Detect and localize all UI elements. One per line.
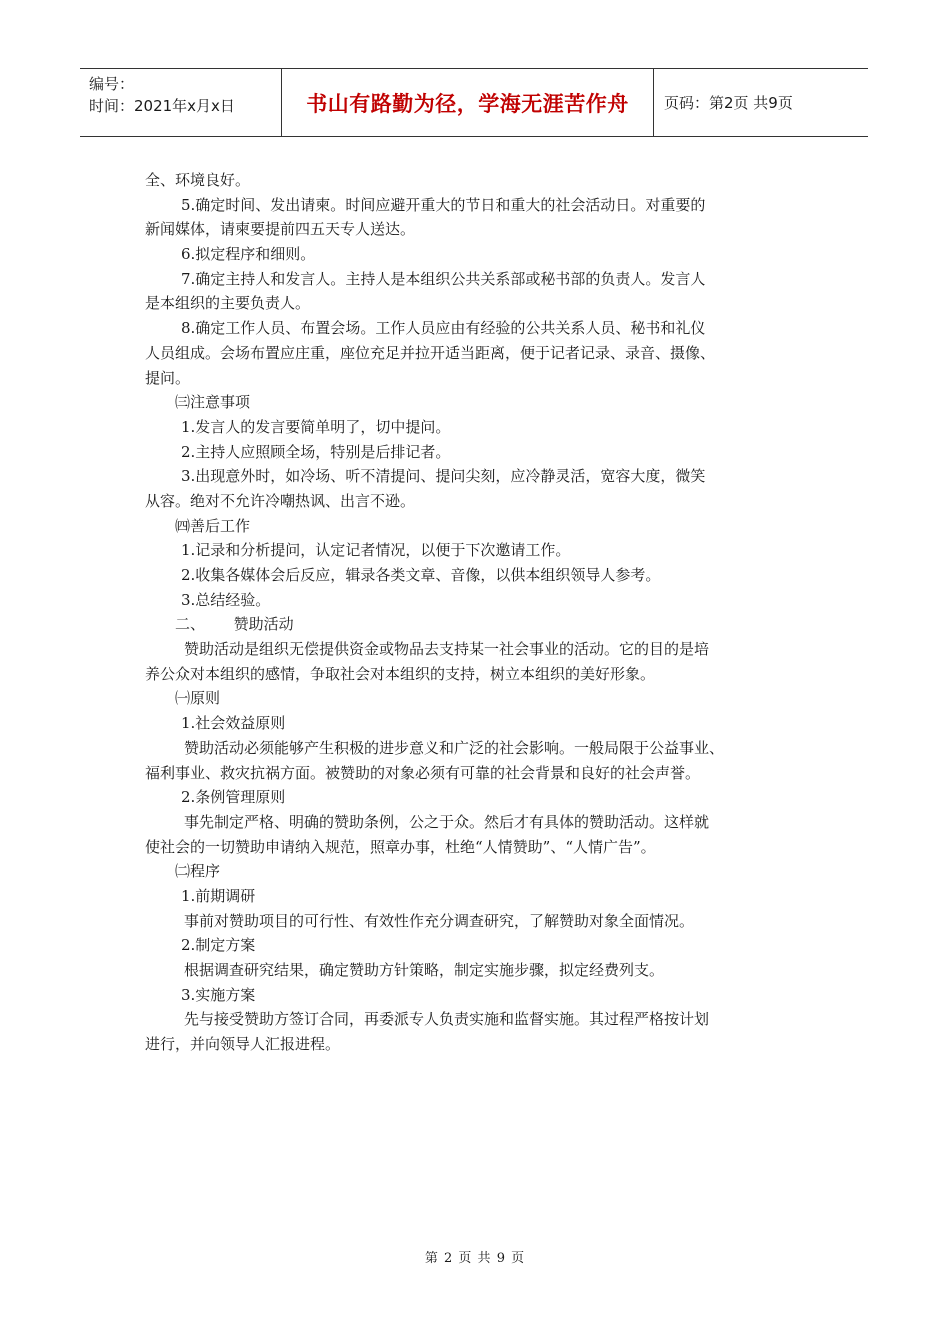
body-line: 2.收集各媒体会后反应，辑录各类文章、音像，以供本组织领导人参考。 — [181, 566, 661, 584]
section-heading: ㈣善后工作 — [175, 516, 251, 535]
body-line: 1.记录和分析提问，认定记者情况，以便于下次邀请工作。 — [181, 541, 571, 560]
body-line: 事先制定严格、明确的赞助条例，公之于众。然后才有具体的赞助活动。这样就 — [184, 812, 710, 831]
body-line: 进行，并向领导人汇报进程。 — [145, 1035, 341, 1054]
body-line: 是本组织的主要负责人。 — [145, 294, 311, 313]
body-line: 从容。绝对不允许冷嘲热讽、出言不逊。 — [145, 491, 416, 510]
section-heading: ㈠原则 — [175, 689, 221, 708]
footer-page-number: 第 2 页 共 9 页 — [424, 1251, 526, 1266]
body-line: 2.条例管理原则 — [181, 788, 286, 807]
document-body — [145, 168, 785, 1057]
body-line: 6.拟定程序和细则。 — [181, 245, 316, 264]
page-header — [80, 68, 868, 137]
body-line: 事前对赞助项目的可行性、有效性作充分调查研究，了解赞助对象全面情况。 — [184, 911, 695, 930]
chapter-heading: 二、 赞助活动 — [175, 615, 294, 634]
body-line: 2.主持人应照顾全场，特别是后排记者。 — [181, 442, 451, 461]
body-line: 7.确定主持人和发言人。主持人是本组织公共关系部或秘书部的负责人。发言人 — [181, 269, 706, 288]
page-footer — [0, 1247, 950, 1266]
body-line: 赞助活动必须能够产生积极的进步意义和广泛的社会影响。一般局限于公益事业、 — [184, 738, 725, 757]
header-page-cell — [654, 69, 868, 136]
body-line: 根据调查研究结果，确定赞助方针策略，制定实施步骤，拟定经费列支。 — [184, 961, 665, 979]
body-line: 新闻媒体，请柬要提前四五天专人送达。 — [145, 220, 416, 239]
header-motto-cell — [282, 69, 654, 136]
body-line: 8.确定工作人员、布置会场。工作人员应由有经验的公共关系人员、秘书和礼仪 — [181, 319, 706, 338]
header-motto: 书山有路勤为径，学海无涯苦作舟 — [306, 91, 629, 116]
body-line: 1.社会效益原则 — [181, 714, 286, 733]
body-line: 5.确定时间、发出请柬。时间应避开重大的节日和重大的社会活动日。对重要的 — [181, 195, 706, 214]
body-line: 人员组成。会场布置应庄重，座位充足并拉开适当距离，便于记者记录、录音、摄像、 — [145, 343, 716, 362]
body-line: 3.实施方案 — [181, 985, 256, 1004]
body-line: 1.前期调研 — [181, 886, 256, 905]
header-page-number: 页码：第2页 共9页 — [664, 94, 793, 112]
body-line: 赞助活动是组织无偿提供资金或物品去支持某一社会事业的活动。它的目的是培 — [184, 640, 710, 659]
body-line: 2.制定方案 — [181, 936, 256, 955]
header-meta — [80, 69, 282, 136]
body-line: 提问。 — [145, 368, 191, 387]
body-line: 养公众对本组织的感情，争取社会对本组织的支持，树立本组织的美好形象。 — [145, 664, 656, 683]
body-line: 全、环境良好。 — [145, 171, 251, 189]
document-date-label: 时间：2021年x月x日 — [89, 97, 235, 115]
section-heading: ㈡程序 — [175, 862, 221, 881]
document-number-label: 编号： — [89, 75, 135, 93]
body-line: 先与接受赞助方签订合同，再委派专人负责实施和监督实施。其过程严格按计划 — [184, 1010, 710, 1029]
body-line: 1.发言人的发言要简单明了，切中提问。 — [181, 417, 451, 436]
body-line: 使社会的一切赞助申请纳入规范，照章办事，杜绝“人情赞助”、“人情广告”。 — [145, 837, 656, 856]
body-line: 福利事业、救灾抗祸方面。被赞助的对象必须有可靠的社会背景和良好的社会声誉。 — [145, 763, 701, 782]
body-line: 3.出现意外时，如冷场、听不清提问、提问尖刻，应冷静灵活，宽容大度，微笑 — [181, 467, 706, 486]
section-heading: ㈢注意事项 — [175, 393, 251, 412]
body-line: 3.总结经验。 — [181, 590, 271, 609]
